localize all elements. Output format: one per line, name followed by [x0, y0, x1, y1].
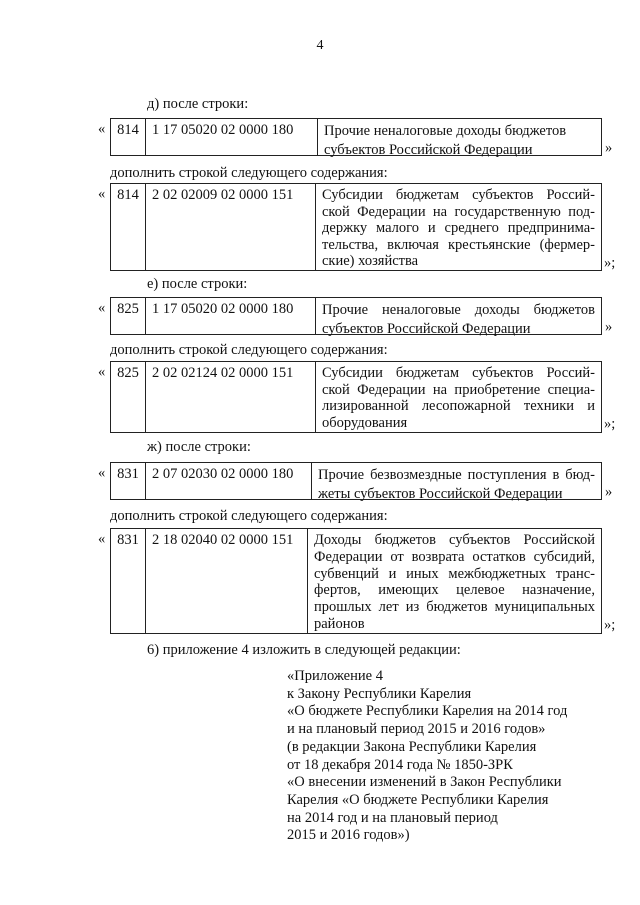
annex-header [287, 668, 567, 845]
row-code: 831 [111, 529, 146, 633]
annex-line: от 18 декабря 2014 года № 1850-ЗРК [287, 756, 513, 773]
add-label-d: дополнить строкой следующего содержания: [110, 165, 388, 181]
row-text-line: жеты субъектов Российской Федерации [318, 486, 563, 502]
open-quote: « [98, 531, 106, 547]
close-quote-semicolon: »; [604, 617, 616, 633]
close-quote-semicolon: »; [604, 416, 616, 432]
row-description [316, 184, 601, 270]
annex-line: «О внесении изменений в Закон Республики [287, 774, 562, 791]
block-heading-zh: ж) после строки: [147, 439, 251, 455]
table-row-old-d [110, 118, 602, 156]
table-row-new-zh [110, 528, 602, 634]
add-label-zh: дополнить строкой следующего содержания: [110, 508, 388, 524]
row-text-line: субъектов Российской Федерации [324, 142, 533, 158]
table-row-old-e [110, 297, 602, 335]
annex-line: и на плановый период 2015 и 2016 годов» [287, 721, 546, 738]
row-description [318, 119, 601, 158]
annex-line: «О бюджете Республики Карелия на 2014 год [287, 703, 568, 720]
annex-line: к Закону Республики Карелия [287, 685, 472, 702]
table-row-new-d [110, 183, 602, 271]
row-text-line: оборудования [322, 414, 408, 431]
row-code: 831 [111, 463, 146, 499]
row-text-line: субвенций и иных межбюджетных транс- [314, 565, 595, 582]
table-row-old-zh [110, 462, 602, 500]
annex-line: «Приложение 4 [287, 668, 383, 684]
row-text-line: Доходы бюджетов субъектов Российской [314, 532, 595, 548]
row-description [316, 362, 601, 432]
close-quote-semicolon: »; [604, 255, 616, 271]
annex-line: 2015 и 2016 годов») [287, 827, 410, 844]
close-quote: » [605, 319, 613, 335]
annex-line: Карелия «О бюджете Республики Карелия [287, 791, 549, 808]
row-text-line: Прочие безвозмездные поступления в бюд- [318, 467, 595, 483]
open-quote: « [98, 300, 106, 316]
row-text-line: Субсидии бюджетам субъектов Россий- [322, 365, 595, 381]
row-kbk: 1 17 05020 02 0000 180 [146, 298, 316, 334]
row-text-line: лизированной лесопожарной техники и [322, 398, 595, 414]
row-text-line: Прочие неналоговые доходы бюджетов [324, 123, 567, 139]
row-text-line: Субсидии бюджетам субъектов Россий- [322, 187, 595, 203]
row-kbk: 2 02 02124 02 0000 151 [146, 362, 316, 432]
open-quote: « [98, 121, 106, 137]
row-text-line: ской Федерации на приобретение специа- [322, 381, 595, 398]
row-text-line: ской Федерации на государственную под- [322, 203, 595, 220]
open-quote: « [98, 465, 106, 481]
row-text-line: фертов, имеющих целевое назначение, [314, 582, 595, 599]
row-code: 825 [111, 298, 146, 334]
row-description [308, 529, 601, 633]
open-quote: « [98, 364, 106, 380]
row-text-line: тельства, включая крестьянские (фермер- [322, 236, 595, 253]
row-text-line: прошлых лет из бюджетов муниципальных [314, 599, 595, 616]
row-kbk: 2 18 02040 02 0000 151 [146, 529, 308, 633]
row-text-line: ские) хозяйства [322, 253, 419, 269]
row-description [316, 298, 601, 337]
row-kbk: 2 07 02030 02 0000 180 [146, 463, 312, 499]
row-description [312, 463, 601, 502]
close-quote: » [605, 484, 613, 500]
row-text-line: держку малого и среднего предпринима- [322, 220, 595, 236]
row-text-line: районов [314, 615, 365, 632]
row-code: 814 [111, 119, 146, 155]
block-heading-d: д) после строки: [147, 96, 249, 112]
annex-line: на 2014 год и на плановый период [287, 809, 498, 826]
row-code: 825 [111, 362, 146, 432]
close-quote: » [605, 140, 613, 156]
annex-line: (в редакции Закона Республики Карелия [287, 738, 537, 755]
row-kbk: 2 02 02009 02 0000 151 [146, 184, 316, 270]
page-number: 4 [316, 38, 324, 53]
row-text-line: Федерации от возврата остатков субсидий, [314, 548, 595, 565]
row-text-line: субъектов Российской Федерации [322, 321, 531, 337]
row-text-line: Прочие неналоговые доходы бюджетов [322, 302, 595, 318]
row-code: 814 [111, 184, 146, 270]
row-kbk: 1 17 05020 02 0000 180 [146, 119, 318, 155]
item-6-text: 6) приложение 4 изложить в следующей редакции: [147, 642, 461, 658]
add-label-e: дополнить строкой следующего содержания: [110, 342, 388, 358]
open-quote: « [98, 186, 106, 202]
table-row-new-e [110, 361, 602, 433]
block-heading-e: е) после строки: [147, 276, 248, 292]
